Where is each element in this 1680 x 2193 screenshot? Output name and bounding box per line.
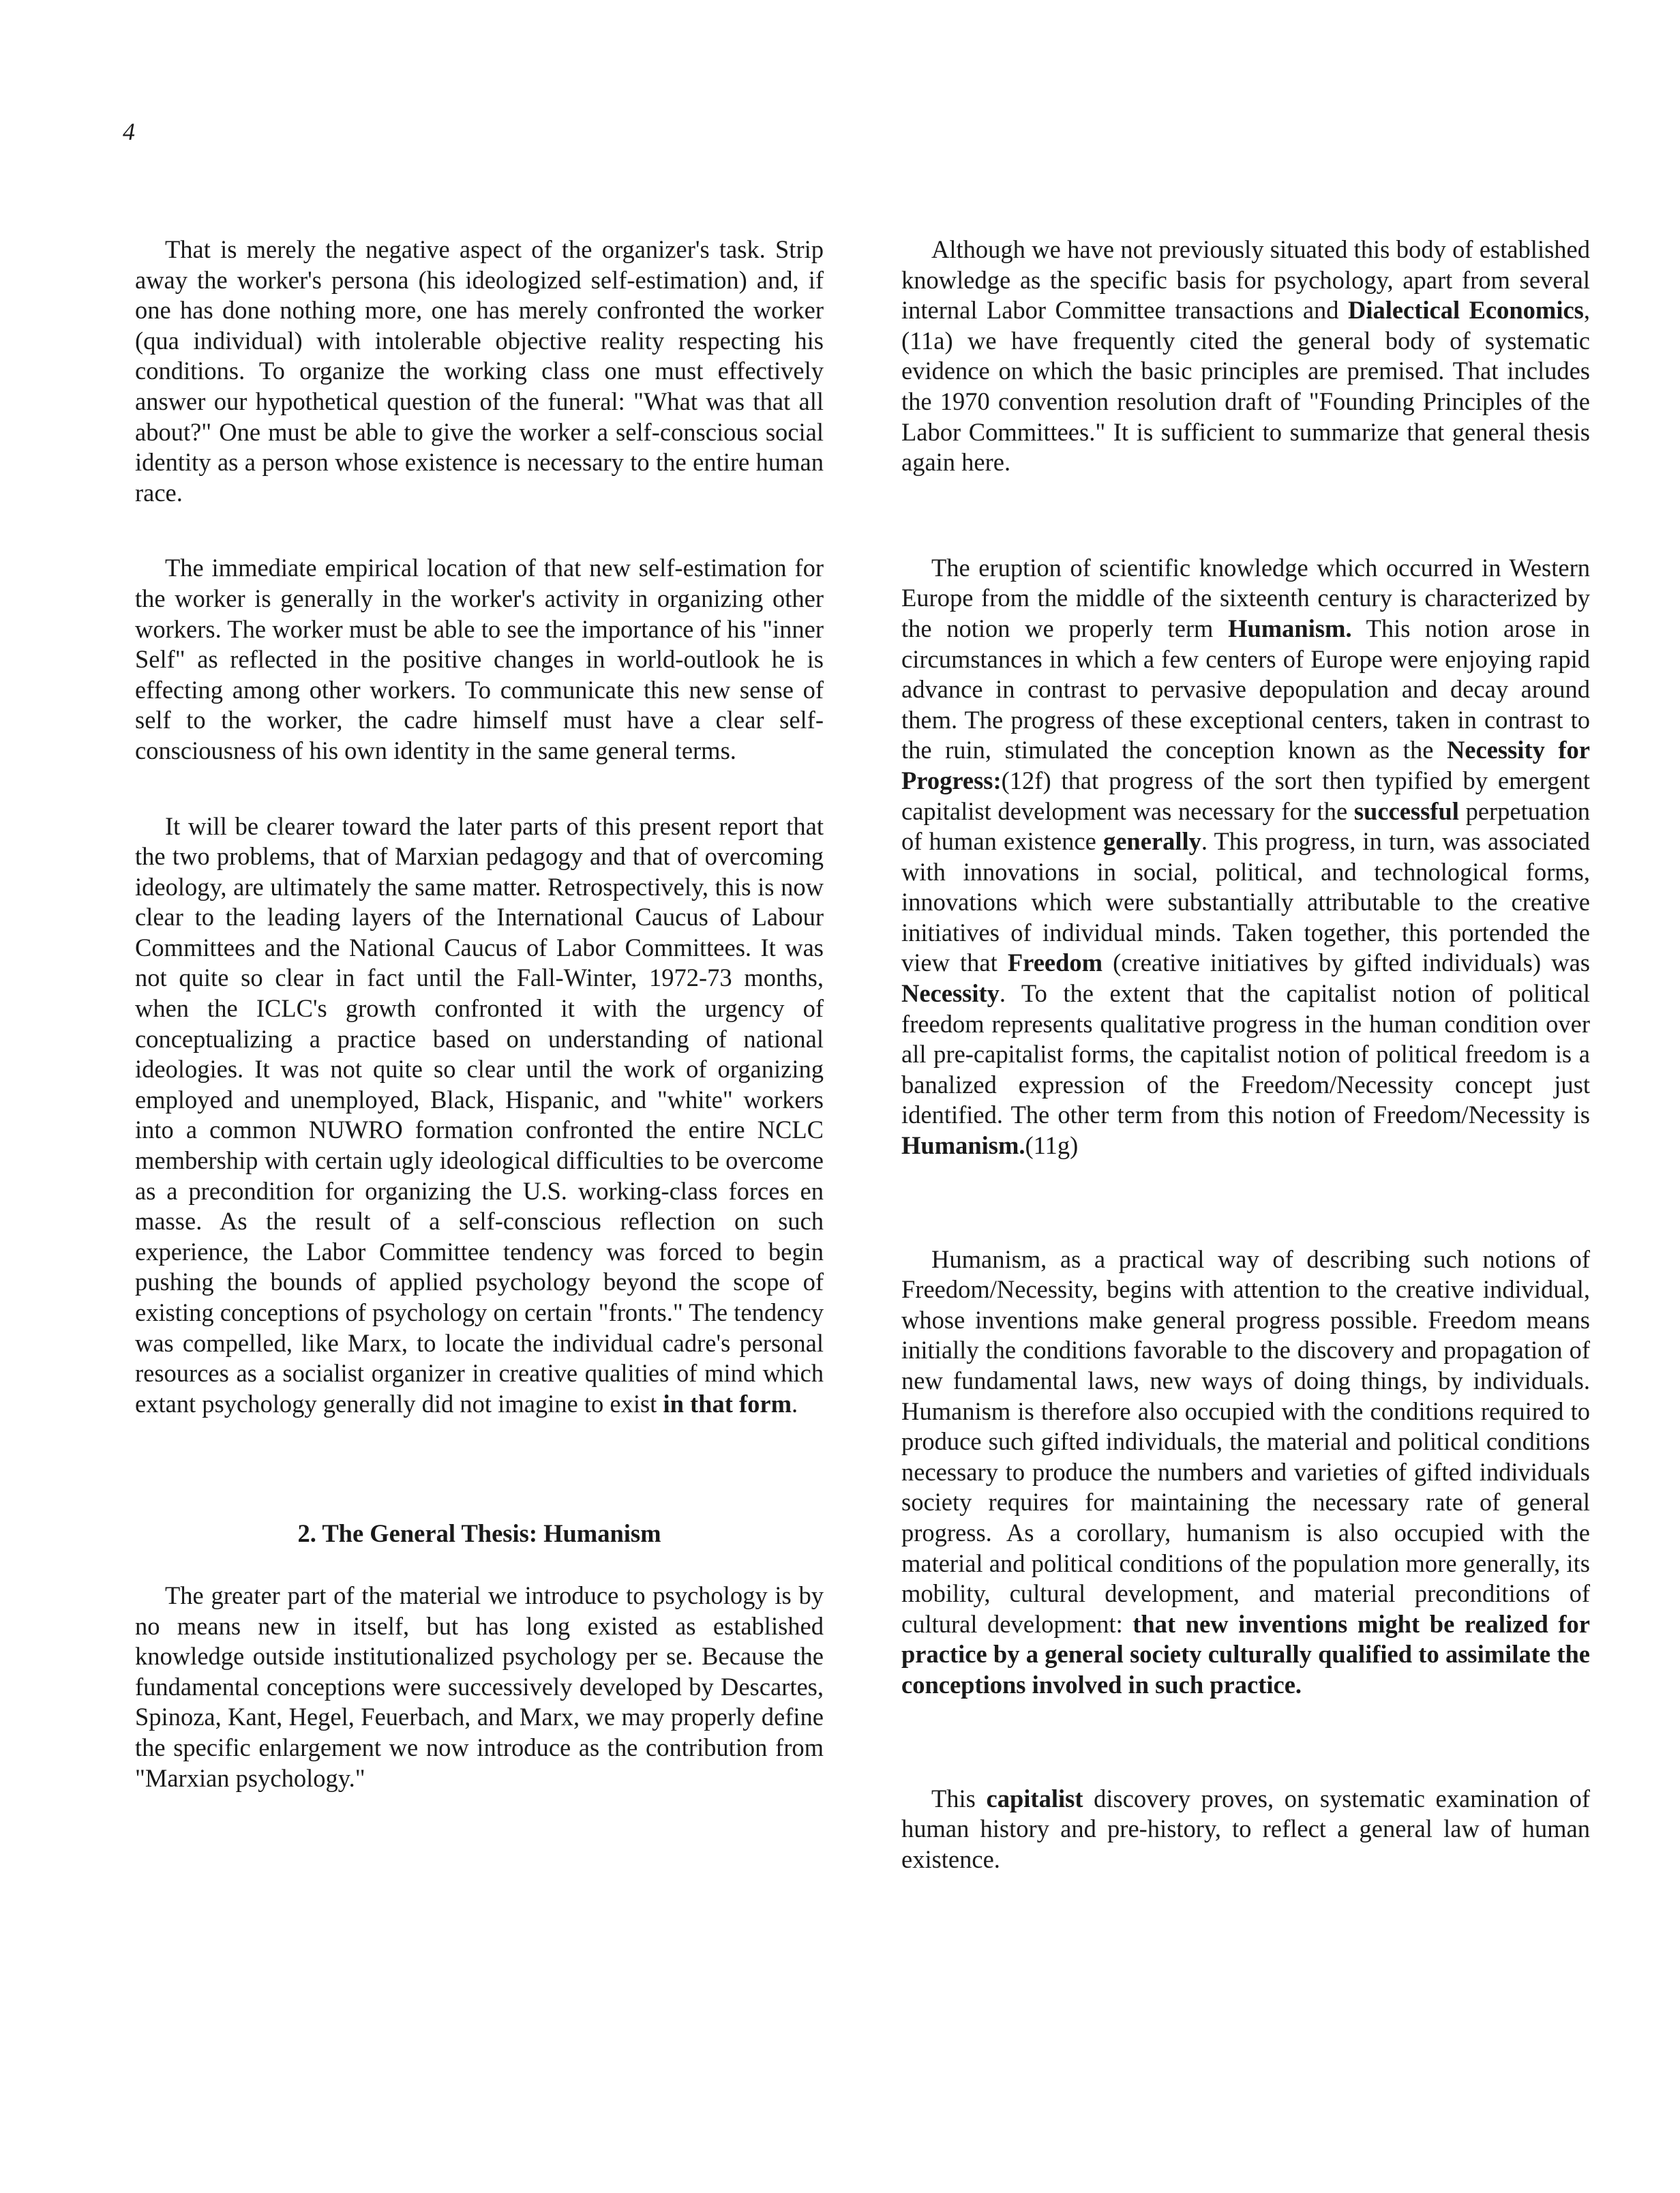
emphasis-text: that new inventions might be realized for practice by a general society culturally qualified to assimilate the conceptions involved in such practice. [901,1609,1590,1699]
paragraph-text: This notion arose in circumstances in which a few centers of Europe were enjoying rapid advance in contrast to pervasive depopulation and decay around them. The progress of these exceptional centers, taken in contrast to the ruin, stimulated the conception known as the [901,614,1590,764]
left-column [135,235,824,1793]
paragraph-text: ,(11a) we have frequently cited the general body of systematic evidence on which the basic principles are premised. That includes the 1970 convention resolution draft of "Founding Principles of the Labor Committees." It is sufficient to summarize that general thesis again here. [901,296,1590,477]
emphasis-text: in that form [663,1389,792,1418]
emphasis-text: successful [1353,796,1459,825]
paragraph-text: discovery proves, on systematic examination of human history and pre-history, to reflect a general law of human existence. [901,1784,1590,1873]
emphasis-text: Necessity for Progress: [901,736,1590,794]
right-column [901,235,1590,1875]
emphasis-text: generally [1102,827,1201,856]
paragraph-text: It will be clearer toward the later parts of this present report that the two problems, that of Marxian pedagogy and that of overcoming ideology, are ultimately the same matter. Retrospectively, this is now clear to the leading layers of the International Caucus of Labour Committees and the National Caucus of Labor Committees. It was not quite so clear in fact until the Fall-Winter, 1972-73 months, when the ICLC's growth confronted it with the urgency of conceptualizing a practice based on understanding of national ideologies. It was not quite so clear until the work of organizing employed and unemployed, Black, Hispanic, and "white" workers into a common NUWRO formation confronted the entire NCLC membership with certain ugly ideological difficulties to be overcome as a precondition for organizing the U.S. working-class forces en masse. As the result of a self-conscious reflection on such experience, the Labor Committee tendency was forced to begin pushing the bounds of applied psychology beyond the scope of existing conceptions of psychology on certain "fronts." The tendency was compelled, like Marx, to locate the individual cadre's personal resources as a socialist organizer in creative qualities of mind which extant psychology generally did not imagine to exist [135,811,824,1418]
paragraph [901,1244,1590,1701]
emphasis-text: Freedom [1007,949,1103,977]
paragraph [901,235,1590,478]
paragraph-text: (11g) [1025,1131,1079,1160]
paragraph-text: This [931,1784,987,1812]
paragraph: The greater part of the material we introduce to psychology is by no means new in itself, but has long existed as established knowledge outside institutionalized psychology per se. Because the fundamental conceptions were successively developed by Descartes, Spinoza, Kant, Hegel, Feuerbach, and Marx, we may properly define the specific enlargement we now introduce as the contribution from "Marxian psychology." [135,1581,824,1792]
paragraph-text: The eruption of scientific knowledge which occurred in Western Europe from the middle of the sixteenth century is characterized by the notion we properly term [901,553,1590,642]
paragraph-text: Humanism, as a practical way of describing such notions of Freedom/Necessity, begins with attention to the creative individual, whose inventions make general progress possible. Freedom means initially the conditions favorable to the discovery and propagation of new fundamental laws, new ways of doing things, by individuals. Humanism is therefore also occupied with the conditions required to produce such gifted individuals, the material and political conditions necessary to produce the numbers and varieties of gifted individuals society requires for maintaining the necessary rate of general progress. As a corollary, humanism is also occupied with the material and political conditions of the population more generally, its mobility, cultural development, and material preconditions of cultural development: [901,1244,1590,1638]
paragraph [135,811,824,1420]
emphasis-text: capitalist [986,1784,1083,1812]
paragraph-text: perpetuation of human existence [901,796,1590,856]
emphasis-text: Humanism. [1228,614,1352,642]
page-number: 4 [123,118,135,145]
emphasis-text: Necessity [901,979,1000,1008]
paragraph-text: Although we have not previously situated this body of established knowledge as the specific basis for psychology, apart from several internal Labor Committee transactions and [901,235,1590,325]
paragraph-text: (creative initiatives by gifted individuals) was [1102,949,1590,977]
paragraph-text: . [792,1389,798,1418]
paragraph [901,553,1590,1161]
paragraph: The immediate empirical location of that new self-estimation for the worker is generally in the worker's activity in organizing other workers. The worker must be able to see the importance of his "inner Self" as reflected in the positive changes in world-outlook he is effecting among other workers. To communicate this new sense of self to the worker, the cadre himself must have a clear self-consciousness of his own identity in the same general terms. [135,554,824,764]
paragraph: That is merely the negative aspect of the organizer's task. Strip away the worker's persona (his ideologized self-estimation) and, if one has done nothing more, one has merely confronted the worker (qua individual) with intolerable objective reality respecting his conditions. To organize the working class one must effectively answer our hypothetical question of the funeral: "What was that all about?" One must be able to give the worker a self-conscious social identity as a person whose existence is necessary to the entire human race. [135,235,824,507]
section-heading: 2. The General Thesis: Humanism [297,1519,661,1548]
paragraph-text: (12f) that progress of the sort then typified by emergent capitalist development was necessary for the [901,766,1590,825]
paragraph-text: . This progress, in turn, was associated with innovations in social, political, and technological forms, innovations which were substantially attributable to the creative initiatives of individual minds. Taken together, this portended the view that [901,827,1590,977]
emphasis-text: Humanism. [901,1131,1025,1160]
emphasis-text: Dialectical Economics [1347,296,1584,325]
paragraph-text: . To the extent that the capitalist notion of political freedom represents qualitative progress in the human condition over all pre-capitalist forms, the capitalist notion of political freedom is a banalized expression of the Freedom/Necessity concept just identified. The other term from this notion of Freedom/Necessity is [901,979,1590,1129]
paragraph [901,1784,1590,1875]
